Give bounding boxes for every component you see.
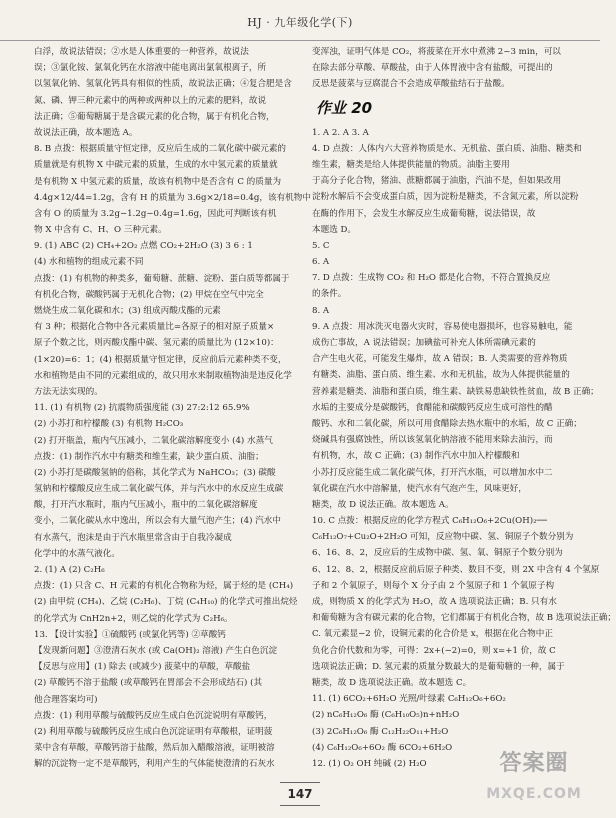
text-line: (2) 小苏打和柠檬酸 (3) 有机物 H₂CO₃ — [34, 419, 184, 430]
right-column-top — [312, 44, 574, 93]
right-column-main — [312, 125, 616, 773]
text-line: 点拨：(1) 有机物的种类多，葡萄糖、蔗糖、淀粉、蛋白质等都属于 — [34, 273, 290, 284]
text-line: 4.4g×12/44=1.2g，含有 H 的质量为 3.6g×2/18=0.4g，该有机物中 — [34, 192, 311, 203]
section-title: 作业 20 — [316, 98, 373, 117]
text-line: (1×20)=6：1；(4) 根据质量守恒定律，反应前后元素种类不变， — [34, 354, 287, 365]
text-line: 1. A 2. A 3. A — [312, 127, 369, 138]
text-line: 【反思与应用】(1) 除去 (或减少) 菠菜中的草酸，草酸盐 — [34, 662, 251, 673]
text-line: (2) 打开瓶盖，瓶内气压减小，二氧化碳溶解度变小 (4) 水蒸气 — [34, 435, 273, 446]
text-line: (2) nC₆H₁₂O₆ 酶 (C₆H₁₀O₅)n+nH₂O — [312, 710, 460, 721]
text-line: 有糖类、油脂、蛋白质、维生素、水和无机盐，故为人体提供能量的 — [312, 370, 570, 381]
text-line: 原子个数之比，则丙酸戊酯中碳、氢元素的质量比为 (12×10)： — [34, 338, 279, 349]
text-line: 变浑浊，证明气体是 CO₂，将菠菜在开水中煮沸 2~3 min，可以 — [312, 47, 561, 57]
text-line: 的化学式为 CnH2n+2，则乙烷的化学式为 C₂H₆。 — [34, 613, 233, 624]
text-line: 维生素，糖类是给人体提供能量的物质。油脂主要用 — [312, 159, 510, 170]
text-line: 方法无法实现的。 — [34, 386, 103, 397]
page-number: 147 — [280, 782, 320, 806]
text-line: 的条件。 — [312, 289, 347, 300]
text-line: (2) 利用草酸与硫酸钙反应生成白色沉淀证明有草酸根，证明菠 — [34, 726, 273, 737]
text-line: 于高分子化合物，猪油、蔗糖都属于油脂，汽油不是，但如果改用 — [312, 176, 562, 187]
text-line: 酸，打开汽水瓶时，瓶内气压减小，瓶中的二氧化碳溶解度 — [34, 500, 258, 511]
text-line: 含有 O 的质量为 3.2g−1.2g−0.4g=1.6g，因此可判断该有机 — [34, 208, 277, 219]
text-line: 有机化合物，碳酸钙属于无机化合物；(2) 甲烷在空气中完全 — [34, 289, 264, 300]
watermark-chars: 答案圈 — [499, 751, 569, 776]
text-line: 烧碱具有强腐蚀性，所以该氢氧化钠溶液不能用来除去油污，而 — [312, 435, 553, 446]
text-line: 氮、磷、钾三种元素中的两种或两种以上的元素的肥料，故说 — [34, 95, 267, 106]
text-line: 本题选 D。 — [312, 224, 356, 235]
text-line: 【发现新问题】③澄清石灰水 (或 Ca(OH)₂ 溶液) 产生白色沉淀 — [34, 645, 278, 656]
header-title: HJ · 九年级化学(下) — [247, 16, 353, 29]
text-line: 8. A — [312, 305, 330, 316]
text-line: 质量就是有机物 X 中碳元素的质量，生成的水中氢元素的质量就 — [34, 160, 278, 171]
text-line: 物 X 中含有 C、H、O 三种元素。 — [34, 225, 167, 236]
text-line: (2) 由甲烷 (CH₄)、乙烷 (C₂H₆)、丁烷 (C₄H₁₀) 的化学式可推出烷烃 — [34, 597, 298, 608]
text-line: 糖类，故 D 选项说法正确。故本题选 C。 — [312, 677, 472, 688]
text-line: 在除去部分草酸、草酸盐，由于人体胃液中含有盐酸，可提出的 — [312, 63, 553, 74]
text-line: 成，则物质 X 的化学式为 H₂O，故 A 选项说法正确；B. 只有水 — [312, 597, 557, 607]
text-line: 有水蒸气，泡沫是由于汽水瓶里常含由于自我冷凝成 — [34, 532, 232, 543]
text-line: 以氢氧化钠、氢氧化钙具有相似的性质，故说法正确；④复合肥是含 — [34, 79, 292, 90]
text-line: 合产生电火花，可能发生爆炸，故 A 错误；B. 人类需要的营养物质 — [312, 354, 568, 365]
text-line: 误；③氯化铵、氯氧化钙在水溶液中能电离出氯氧根离子，所 — [34, 63, 267, 74]
text-line: 点拨：(1) 制作汽水中有糖类和维生素，缺少蛋白质、油脂； — [34, 451, 264, 462]
text-line: 是有机物 X 中氢元素的质量，故该有机物中是否含有 C 的质量为 — [34, 176, 282, 187]
text-line: 糖类，故 D 说法正确。故本题选 A。 — [312, 499, 454, 510]
text-line: 有 3 种；根据化合物中各元素质量比=各原子的相对原子质量× — [34, 322, 275, 333]
text-line: 6、16、8、2，反应后的生成物中碳、氢、氧、铜原子个数分别为 — [312, 548, 563, 559]
text-line: 10. C 点拨：根据反应的化学方程式 C₆H₁₂O₆+2Cu(OH)₂── — [312, 516, 547, 527]
text-line: (2) 草酸钙不溶于盐酸 (或草酸钙在胃部会不会形成结石) (其 — [34, 678, 263, 689]
text-line: 水垢的主要成分是碳酸钙，食醋能和碳酸钙反应生成可溶性的醋 — [312, 402, 553, 413]
text-line: 氧化碳在汽水中溶解量，使汽水有气泡产生，风味更好， — [312, 483, 527, 494]
text-line: (4) C₆H₁₂O₆+6O₂ 酶 6CO₂+6H₂O — [312, 742, 453, 753]
text-line: 2. (1) A (2) C₂H₆ — [34, 565, 105, 575]
text-line: 在酶的作用下，会发生水解反应生成葡萄糖，说法错误，故 — [312, 208, 536, 219]
text-line: 反思是菠菜与豆腐混合不会造成草酸盐结石于盐酸。 — [312, 79, 510, 90]
watermark-logo — [470, 745, 598, 815]
text-line: 化学中的水蒸气液化。 — [34, 548, 120, 559]
text-line: (3) 2C₆H₁₂O₆ 酶 C₁₂H₂₂O₁₁+H₂O — [312, 726, 449, 737]
text-line: 11. (1) 6CO₂+6H₂O 光照/叶绿素 C₆H₁₂O₆+6O₂ — [312, 694, 506, 705]
text-line: 白浮，故说法错误；②水是人体重要的一种营养，故说法 — [34, 47, 249, 57]
text-line: 成伤亡事故，A 说法错误；加碘盐可补充人体所需碘元素的 — [312, 338, 536, 348]
text-line: (2) 小苏打是碳酸氢钠的俗称，其化学式为 NaHCO₃；(3) 碳酸 — [34, 467, 276, 478]
text-line: 小苏打反应能生成二氧化碳气体，打开汽水瓶，可以增加水中二 — [312, 467, 553, 478]
page-header — [0, 0, 600, 41]
text-line: 酸钙、水和二氧化碳，所以可用食醋除去热水瓶中的水垢，故 C 正确； — [312, 418, 582, 429]
text-line: 4. D 点拨：人体内六大营养物质是水、无机盐、蛋白质、油脂、糖类和 — [312, 143, 582, 154]
text-line: 11. (1) 有机物 (2) 抗震物质强度能 (3) 27:2:12 65.9% — [34, 403, 250, 414]
text-line: 13. 【设计实验】①硫酸钙 (或氯化钙等) ②草酸钙 — [34, 629, 226, 640]
text-line: 6. A — [312, 257, 330, 268]
text-line: 解的沉淀物一定不是草酸钙，利用产生的气体能使澄清的石灰水 — [34, 759, 275, 770]
text-line: 和葡萄糖为含有碳元素的化合物，它们都属于有机化合物，故 B 选项说法正确； — [312, 613, 616, 624]
left-column — [34, 44, 311, 772]
text-line: 子和 2 个氧原子，则每个 X 分子由 2 个氢原子和 1 个氧原子构 — [312, 580, 555, 591]
text-line: 9. (1) ABC (2) CH₄+2O₂ 点燃 CO₂+2H₂O (3) 3 6 : 1 — [34, 241, 253, 252]
text-line: 燃烧生成二氧化碳和水；(3) 组成丙酸戊酯的元素 — [34, 306, 221, 316]
text-line: C. 氧元素显−2 价，设铜元素的化合价是 x，根据在化合物中正 — [312, 629, 553, 640]
watermark-domain: MXQE.COM — [486, 786, 582, 802]
text-line: (4) 水和植物的组成元素不同 — [34, 257, 144, 268]
text-line: 菜中含有草酸，草酸钙溶于盐酸，然后加入醋酸溶液，证明被溶 — [34, 743, 275, 754]
text-line: 5. C — [312, 240, 330, 251]
right-column — [312, 44, 616, 772]
text-line: 他合理答案均可) — [34, 694, 98, 705]
text-line: 淀粉水解后不会变成蛋白质，因为淀粉是糖类，不含氮元素，所以淀粉 — [312, 192, 579, 203]
text-line: 变小，二氧化碳从水中逸出，所以会有大量气泡产生；(4) 汽水中 — [34, 516, 281, 527]
text-line: 6、12、8、2，根据反应前后原子种类、数目不变，则 2X 中含有 4 个氢原 — [312, 564, 600, 575]
text-line: 选项说法正确；D. 氢元素的质量分数最大的是葡萄糖的一种，属于 — [312, 661, 565, 672]
text-line: 8. B 点拨：根据质量守恒定律，反应后生成的二氧化碳中碳元素的 — [34, 144, 287, 155]
text-line: 氢钠和柠檬酸反应生成二氧化碳气体，并与汽水中的水反应生成碳 — [34, 484, 284, 495]
text-line: 营养素是糖类、油脂和蛋白质，维生素、缺铁易患缺铁性贫血，故 B 正确； — [312, 386, 599, 397]
text-line: 12. (1) O₂ OH 纯碱 (2) H₂O — [312, 758, 427, 769]
text-line: 有机物，水，故 C 正确；(3) 制作汽水中加入柠檬酸和 — [312, 451, 520, 462]
text-line: 负化合价代数和为零，可得：2x+(−2)=0，则 x=+1 价，故 C — [312, 645, 556, 656]
text-line: 法正确；⑤葡萄糖属于是含碳元素的化合物，属于有机化合物， — [34, 111, 275, 122]
text-line: 水和植物是由不同的元素组成的，故只用水来制取植物油是违反化学 — [34, 370, 292, 381]
text-line: C₆H₁₂O₇+Cu₂O+2H₂O 可知，反应物中碳、氢、铜原子个数分别为 — [312, 532, 574, 543]
text-line: 点拨：(1) 只含 C、H 元素的有机化合物称为烃，属于烃的是 (CH₄) — [34, 581, 294, 592]
text-line: 9. A 点拨：用冰洗灭电器火灾时，容易使电器损坏，也容易触电，能 — [312, 321, 573, 332]
text-line: 故说法正确，故本题选 A。 — [34, 127, 138, 138]
text-line: 点拨：(1) 利用草酸与硫酸钙反应生成白色沉淀说明有草酸钙， — [34, 710, 273, 721]
text-line: 7. D 点拨：生成物 CO₂ 和 H₂O 都是化合物，不符合置换反应 — [312, 273, 551, 284]
